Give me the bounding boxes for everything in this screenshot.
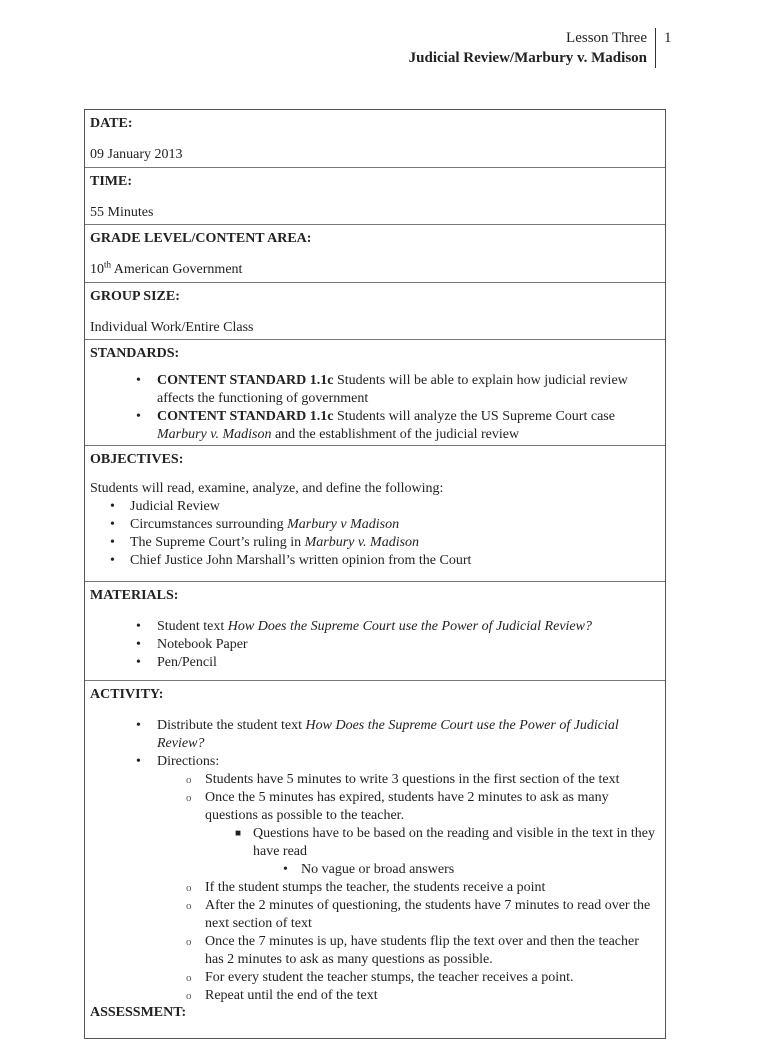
objectives-list bbox=[90, 498, 660, 570]
activity-label: ACTIVITY: bbox=[90, 687, 164, 702]
bullet-icon: • bbox=[136, 408, 141, 424]
list-item: • Notebook Paper bbox=[136, 636, 248, 652]
grade-row bbox=[85, 224, 665, 282]
list-item: o Once the 7 minutes is up, have students flip the text over and then the teacher has 2 minutes to ask as many questions as possible. bbox=[186, 933, 639, 967]
list-item: o If the student stumps the teacher, the students receive a point bbox=[186, 879, 546, 895]
circle-bullet-icon: o bbox=[186, 881, 192, 894]
list-item: o For every student the teacher stumps, the teacher receives a point. bbox=[186, 969, 574, 985]
objectives-row bbox=[85, 445, 665, 581]
square-bullet-icon: ■ bbox=[235, 827, 242, 839]
lesson-plan-table bbox=[84, 109, 666, 1039]
materials-label: MATERIALS: bbox=[90, 588, 179, 603]
circle-bullet-icon: o bbox=[186, 935, 192, 948]
bullet-icon: • bbox=[110, 516, 115, 532]
date-row bbox=[85, 110, 665, 167]
time-row bbox=[85, 167, 665, 225]
circle-bullet-icon: o bbox=[186, 971, 192, 984]
time-label: TIME: bbox=[90, 173, 132, 189]
grade-label: GRADE LEVEL/CONTENT AREA: bbox=[90, 231, 312, 246]
list-item: • Chief Justice John Marshall’s written opinion from the Court bbox=[110, 552, 472, 568]
bullet-icon: • bbox=[110, 498, 115, 514]
activity-row bbox=[85, 680, 665, 1038]
bullet-icon: • bbox=[283, 861, 288, 877]
bullet-icon: • bbox=[136, 372, 141, 388]
bullet-icon: • bbox=[136, 636, 141, 652]
list-item: • Circumstances surrounding Marbury v Madison bbox=[110, 516, 400, 532]
bullet-icon: • bbox=[136, 654, 141, 670]
list-item: • Distribute the student text How Does the Supreme Court use the Power of Judicial Review? bbox=[136, 717, 619, 751]
bullet-icon: • bbox=[136, 753, 141, 769]
list-item: o Once the 5 minutes has expired, students have 2 minutes to ask as many questions as possible to the teacher. bbox=[186, 789, 609, 823]
bullet-icon: • bbox=[110, 552, 115, 568]
assessment-label: ASSESSMENT: bbox=[90, 1004, 187, 1020]
bullet-icon: • bbox=[136, 717, 141, 733]
materials-row bbox=[85, 581, 665, 680]
date-value: 09 January 2013 bbox=[90, 147, 183, 162]
objectives-label: OBJECTIVES: bbox=[90, 452, 184, 467]
list-item: • The Supreme Court’s ruling in Marbury v. Madison bbox=[110, 534, 420, 550]
list-item: o Students have 5 minutes to write 3 questions in the first section of the text bbox=[186, 771, 620, 787]
list-item: • Student text How Does the Supreme Court use the Power of Judicial Review? bbox=[136, 618, 592, 634]
lesson-title: Judicial Review/Marbury v. Madison bbox=[408, 50, 647, 66]
materials-list bbox=[90, 618, 660, 672]
list-item: • Pen/Pencil bbox=[136, 654, 217, 670]
lesson-number: Lesson Three bbox=[566, 30, 647, 46]
date-label: DATE: bbox=[90, 116, 133, 131]
list-item: • CONTENT STANDARD 1.1c Students will analyze the US Supreme Court case Marbury v. Madison and the establishment of the judicial review bbox=[136, 408, 615, 442]
objectives-intro: Students will read, examine, analyze, and define the following: bbox=[90, 480, 444, 496]
circle-bullet-icon: o bbox=[186, 989, 192, 1002]
page-number: 1 bbox=[664, 30, 672, 46]
grade-number: 10 bbox=[90, 262, 104, 277]
list-item: • CONTENT STANDARD 1.1c Students will be able to explain how judicial review affects the functioning of government bbox=[136, 372, 628, 406]
list-item: • No vague or broad answers bbox=[283, 861, 455, 877]
list-item: ■ Questions have to be based on the reading and visible in the text in they have read bbox=[235, 825, 656, 859]
time-value: 55 Minutes bbox=[90, 204, 154, 220]
list-item: • Directions: bbox=[136, 753, 220, 769]
list-item: o Repeat until the end of the text bbox=[186, 987, 378, 1003]
bullet-icon: • bbox=[110, 534, 115, 550]
standards-list bbox=[90, 372, 660, 444]
grade-value bbox=[90, 259, 660, 278]
circle-bullet-icon: o bbox=[186, 773, 192, 786]
bullet-icon: • bbox=[136, 618, 141, 634]
grade-suffix: th bbox=[104, 259, 112, 270]
list-item: • Judicial Review bbox=[110, 498, 220, 514]
activity-list bbox=[90, 717, 660, 1005]
circle-bullet-icon: o bbox=[186, 899, 192, 912]
circle-bullet-icon: o bbox=[186, 791, 192, 804]
standards-label: STANDARDS: bbox=[90, 346, 180, 361]
standards-row bbox=[85, 339, 665, 445]
list-item: o After the 2 minutes of questioning, the students have 7 minutes to read over the next section of text bbox=[186, 897, 651, 931]
page-header bbox=[409, 28, 656, 68]
group-label: GROUP SIZE: bbox=[90, 288, 180, 304]
group-value: Individual Work/Entire Class bbox=[90, 319, 254, 335]
content-area: American Government bbox=[111, 262, 243, 277]
group-row bbox=[85, 282, 665, 340]
